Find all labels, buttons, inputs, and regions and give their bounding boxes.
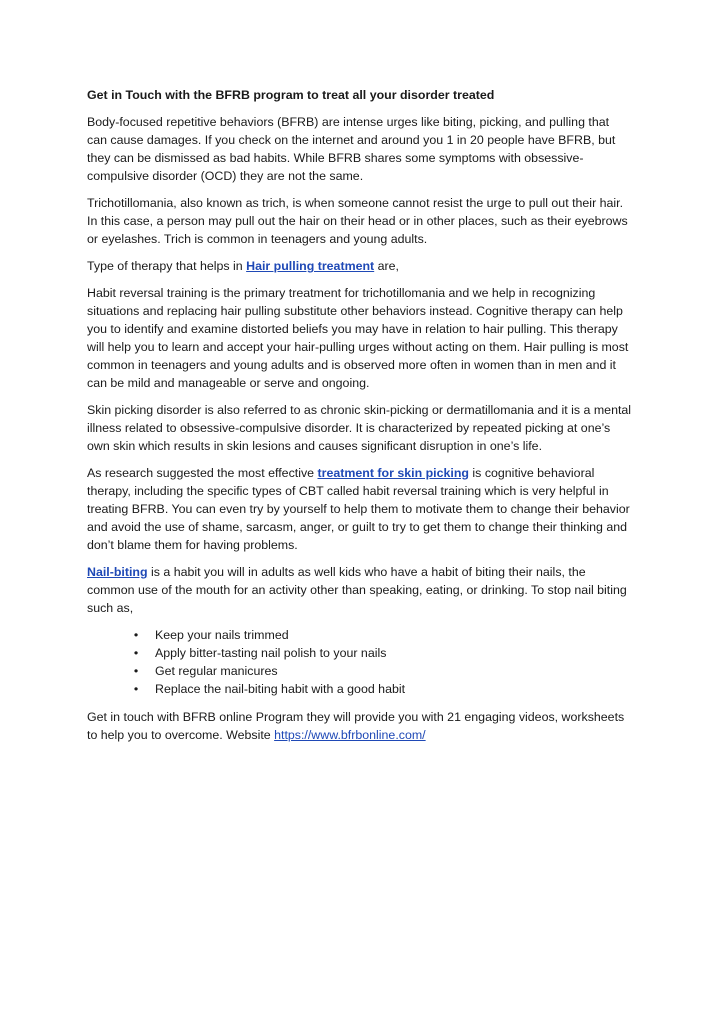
- bullet-icon: •: [133, 664, 139, 678]
- skin-picking-treatment-link[interactable]: treatment for skin picking: [317, 466, 469, 480]
- list-item-text: Get regular manicures: [155, 664, 278, 678]
- hair-pulling-treatment-link[interactable]: Hair pulling treatment: [246, 259, 375, 273]
- paragraph-habit-reversal: Habit reversal training is the primary treatment for trichotillomania and we help in recognizing situations and replacing hair pulling substitute other behaviors instead. Cognitive therapy can help you to identify and examine distorted beliefs you may have in relation to hair pulling. This therapy will help you to learn and accept your hair-pulling urges without acting on them. Hair pulling is most common in teenagers and young adults and is observed more often in women than in men and it can be mild and manageable or serve and ongoing.: [87, 286, 629, 390]
- list-item-text: Keep your nails trimmed: [155, 628, 289, 642]
- list-item: [129, 662, 632, 680]
- paragraph-contact: [87, 708, 632, 744]
- contact-text-before: Get in touch with BFRB online Program they will provide you with 21 engaging videos, worksheets to help you to overcome. Website: [87, 710, 625, 742]
- nail-biting-text-after: is a habit you will in adults as well kids who have a habit of biting their nails, the common use of the mouth for an activity other than speaking, eating, or drinking. To stop nail biting such as,: [87, 565, 627, 615]
- nail-biting-tips-list: [87, 626, 632, 698]
- paragraph-skin-picking: Skin picking disorder is also referred to as chronic skin-picking or dermatillomania and it is a mental illness related to obsessive-compulsive disorder. It is characterized by repeated picking at one’s own skin which results in skin lesions and causes significant disruption in one’s life.: [87, 403, 632, 453]
- paragraph-trichotillomania: Trichotillomania, also known as trich, is when someone cannot resist the urge to pull out their hair. In this case, a person may pull out the hair on their head or in other places, such as their eyebrows or eyelashes. Trich is common in teenagers and young adults.: [87, 196, 628, 246]
- paragraph-bfrb-intro: Body-focused repetitive behaviors (BFRB) are intense urges like biting, picking, and pulling that can cause damages. If you check on the internet and around you 1 in 20 people have BFRB, but they can be dismissed as bad habits. While BFRB shares some symptoms with obsessive-compulsive disorder (OCD) they are not the same.: [87, 115, 616, 183]
- bullet-icon: •: [133, 682, 139, 696]
- paragraph-therapy-types: [87, 257, 632, 275]
- therapy-types-text-after: are,: [374, 259, 399, 273]
- research-text-before: As research suggested the most effective: [87, 466, 318, 480]
- therapy-types-text-before: Type of therapy that helps in: [87, 259, 247, 273]
- bullet-icon: •: [133, 628, 139, 642]
- paragraph-nail-biting: [87, 563, 632, 617]
- document-heading: Get in Touch with the BFRB program to treat all your disorder treated: [87, 88, 495, 102]
- list-item: [129, 644, 632, 662]
- list-item-text: Apply bitter-tasting nail polish to your nails: [155, 646, 387, 660]
- list-item: [129, 680, 632, 698]
- website-link[interactable]: https://www.bfrbonline.com/: [274, 728, 426, 742]
- list-item: [129, 626, 632, 644]
- paragraph-research: [87, 464, 632, 554]
- research-text-after: is cognitive behavioral therapy, including the specific types of CBT called habit reversal training which is very helpful in treating BFRB. You can even try by yourself to help them to motivate them to change their behavior and avoid the use of shame, sarcasm, anger, or guilt to try to get them to change their thinking and don’t blame them for having problems.: [87, 466, 630, 552]
- list-item-text: Replace the nail-biting habit with a good habit: [155, 682, 406, 696]
- bullet-icon: •: [133, 646, 139, 660]
- nail-biting-link[interactable]: Nail-biting: [87, 565, 148, 579]
